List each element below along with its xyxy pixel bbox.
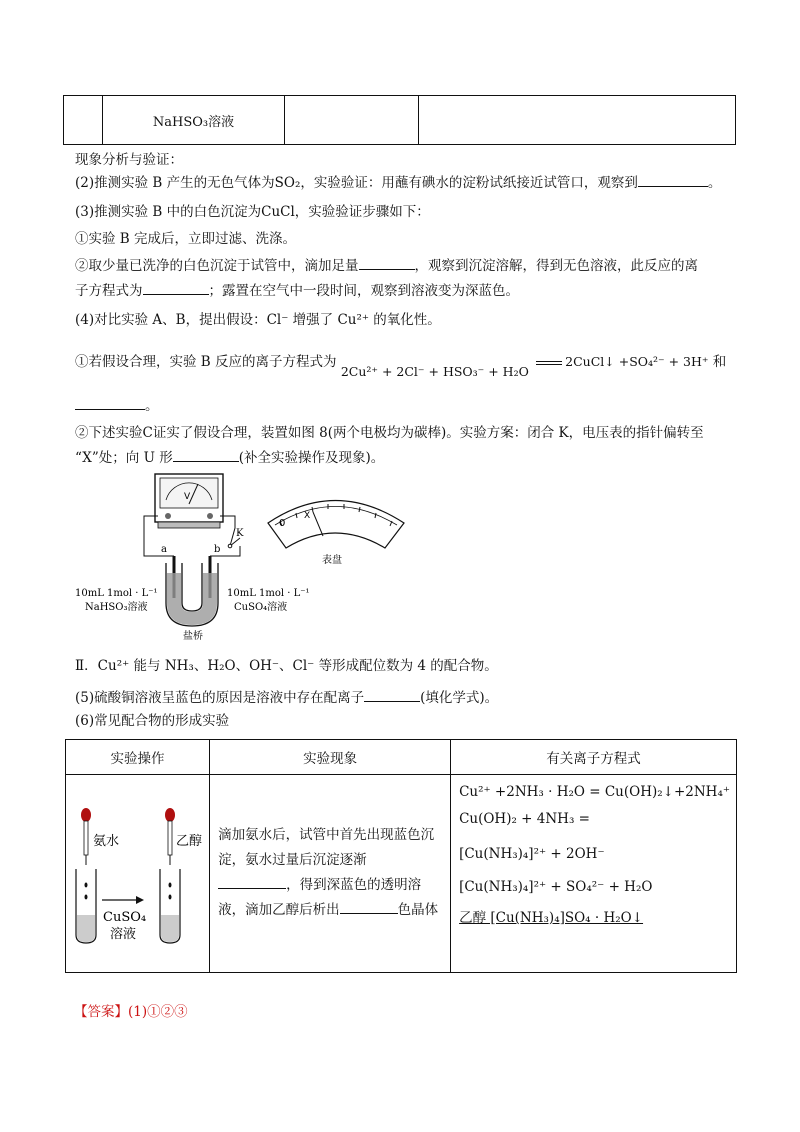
- question-2: [75, 172, 721, 193]
- question-4-part-1: [75, 352, 727, 379]
- question-3: (3)推测实验 B 中的白色沉淀为CuCl，实验验证步骤如下：: [75, 204, 430, 220]
- question-4-part-2: ②下述实验C证实了假设合理，装置如图 8(两个电极均为碳棒)。实验方案：闭合 K，电压表的指针偏转至: [75, 425, 704, 441]
- equation-cell: [451, 775, 737, 973]
- equation-right-side: 2CuCl↓ +SO₄²⁻ + 3H⁺: [565, 354, 709, 369]
- meter-dial: [268, 501, 404, 549]
- question-5-end: (填化学式)。: [420, 690, 499, 706]
- question-3-step-2-text-a: ②取少量已洗净的白色沉淀于试管中，滴加足量: [75, 258, 359, 274]
- answer-line: [74, 1000, 188, 1020]
- question-4-part-1-end: 。: [145, 398, 159, 414]
- answer-blank-reagent[interactable]: [359, 255, 415, 270]
- question-5: [75, 687, 498, 708]
- question-3-step-2-cont: [75, 280, 519, 301]
- top-table-reagent: NaHSO₃溶液: [103, 96, 285, 145]
- phenomenon-line-5-text: 色晶体: [397, 902, 439, 918]
- question-4-part-1-text: ①若假设合理，实验 B 反应的离子方程式为: [75, 354, 337, 370]
- top-table-cell-blank: [64, 96, 103, 145]
- equation-5: 乙醇 [Cu(NH₃)₄]SO₄ · H₂O↓: [459, 910, 644, 926]
- header-phenomenon: 实验现象: [210, 740, 451, 775]
- phenomenon-line-3-text: ，得到深蓝色的透明溶: [286, 877, 422, 893]
- phenomenon-cell: [210, 775, 451, 973]
- question-4: (4)对比实验 A、B，提出假设：Cl⁻ 增强了 Cu²⁺ 的氧化性。: [75, 312, 441, 328]
- top-table-cell-empty-2: [419, 96, 736, 145]
- dial-zero-label: 0: [279, 518, 286, 529]
- phenomenon-line-4: [218, 898, 440, 923]
- answer-blank-precipitate[interactable]: [218, 874, 286, 889]
- header-equation: 有关离子方程式: [451, 740, 737, 775]
- experiment-table: [65, 739, 737, 973]
- equation-1: Cu²⁺ +2NH₃ · H₂O = Cu(OH)₂↓+2NH₄⁺: [459, 784, 730, 800]
- question-3-step-1: ①实验 B 完成后，立即过滤、洗涤。: [75, 231, 297, 247]
- answer-blank-second-equation[interactable]: [75, 395, 145, 410]
- solution-label: 溶液: [110, 927, 137, 942]
- right-solution-name: CuSO₄溶液: [234, 602, 288, 613]
- cuso4-label: CuSO₄: [103, 910, 147, 925]
- answer-blank-crystal-color[interactable]: [340, 899, 398, 914]
- dropper-ethanol-icon: [165, 808, 175, 865]
- question-2-text: (2)推测实验 B 产生的无色气体为SO₂，实验验证：用蘸有碘水的淀粉试纸接近试管口，观察到: [75, 175, 638, 191]
- question-6: (6)常见配合物的形成实验: [75, 713, 230, 729]
- question-4-part-1-and: 和: [712, 354, 727, 370]
- question-4-part-2-cont: [75, 447, 384, 468]
- top-table-cell-empty-1: [285, 96, 419, 145]
- ethanol-label: 乙醇: [176, 834, 203, 849]
- question-3-step-2-text-d: ；露置在空气中一段时间，观察到溶液变为深蓝色。: [208, 283, 519, 299]
- ammonia-label: 氨水: [93, 834, 120, 849]
- question-3-step-2-text-b: ，观察到沉淀溶解，得到无色溶液，此反应的离: [414, 258, 698, 274]
- electrochemical-cell-figure: [70, 468, 450, 643]
- phenomenon-line-4-text: 液，滴加乙醇后析出: [218, 902, 340, 918]
- answer-tag: 【答案】: [74, 1004, 128, 1020]
- dial-caption: 表盘: [322, 555, 342, 566]
- left-solution-concentration: 10mL 1mol · L⁻¹: [75, 588, 158, 599]
- test-tube-illustration: [70, 805, 220, 955]
- question-4-part-2-text-c: (补全实验操作及现象)。: [238, 450, 385, 466]
- test-tube-2-icon: [160, 869, 180, 943]
- salt-bridge-label: 盐桥: [183, 631, 203, 642]
- equation-equals-sign: [536, 361, 562, 365]
- question-4-part-2-text-b: “X”处；向 U 形: [75, 450, 173, 466]
- answer-blank-q2[interactable]: [638, 172, 708, 187]
- phenomenon-line-2: 淀，氨水过量后沉淀逐渐: [218, 852, 367, 868]
- question-2-end: 。: [707, 175, 722, 191]
- dropper-ammonia-icon: [81, 808, 91, 865]
- equation-3: [Cu(NH₃)₄]²⁺ + 2OH⁻: [459, 846, 605, 862]
- voltmeter-label: V: [184, 492, 191, 502]
- test-tube-1-icon: [76, 869, 96, 943]
- equation-2: Cu(OH)₂ + 4NH₃ =: [459, 811, 590, 827]
- part-2-statement: Ⅱ．Cu²⁺ 能与 NH₃、H₂O、OH⁻、Cl⁻ 等形成配位数为 4 的配合物。: [75, 658, 498, 674]
- right-solution-concentration: 10mL 1mol · L⁻¹: [227, 588, 310, 599]
- equation-4: [Cu(NH₃)₄]²⁺ + SO₄²⁻ + H₂O: [459, 879, 653, 895]
- dial-x-label: X: [304, 511, 311, 521]
- answer-blank-complex-ion[interactable]: [364, 687, 420, 702]
- left-solution-name: NaHSO₃溶液: [85, 602, 148, 613]
- switch-label: K: [236, 528, 244, 539]
- answer-text: (1)①②③: [128, 1004, 188, 1020]
- answer-blank-operation[interactable]: [173, 447, 239, 462]
- top-table: [63, 95, 736, 145]
- phenomenon-line-3: [218, 873, 440, 898]
- electrode-a-label: a: [161, 544, 167, 555]
- analysis-heading: 现象分析与验证：: [75, 152, 183, 168]
- question-5-text: (5)硫酸铜溶液呈蓝色的原因是溶液中存在配离子: [75, 690, 365, 706]
- answer-blank-ion-equation[interactable]: [143, 280, 209, 295]
- question-4-part-1-blank-line: [75, 395, 159, 416]
- operation-cell: [66, 775, 210, 973]
- electrode-b-label: b: [214, 544, 221, 555]
- header-operation: 实验操作: [66, 740, 210, 775]
- equation-left-side: 2Cu²⁺ + 2Cl⁻ + HSO₃⁻ + H₂O: [340, 364, 529, 379]
- question-3-step-2: [75, 255, 698, 276]
- phenomenon-line-1: 滴加氨水后，试管中首先出现蓝色沉: [218, 827, 435, 843]
- question-3-step-2-text-c: 子方程式为: [75, 283, 143, 299]
